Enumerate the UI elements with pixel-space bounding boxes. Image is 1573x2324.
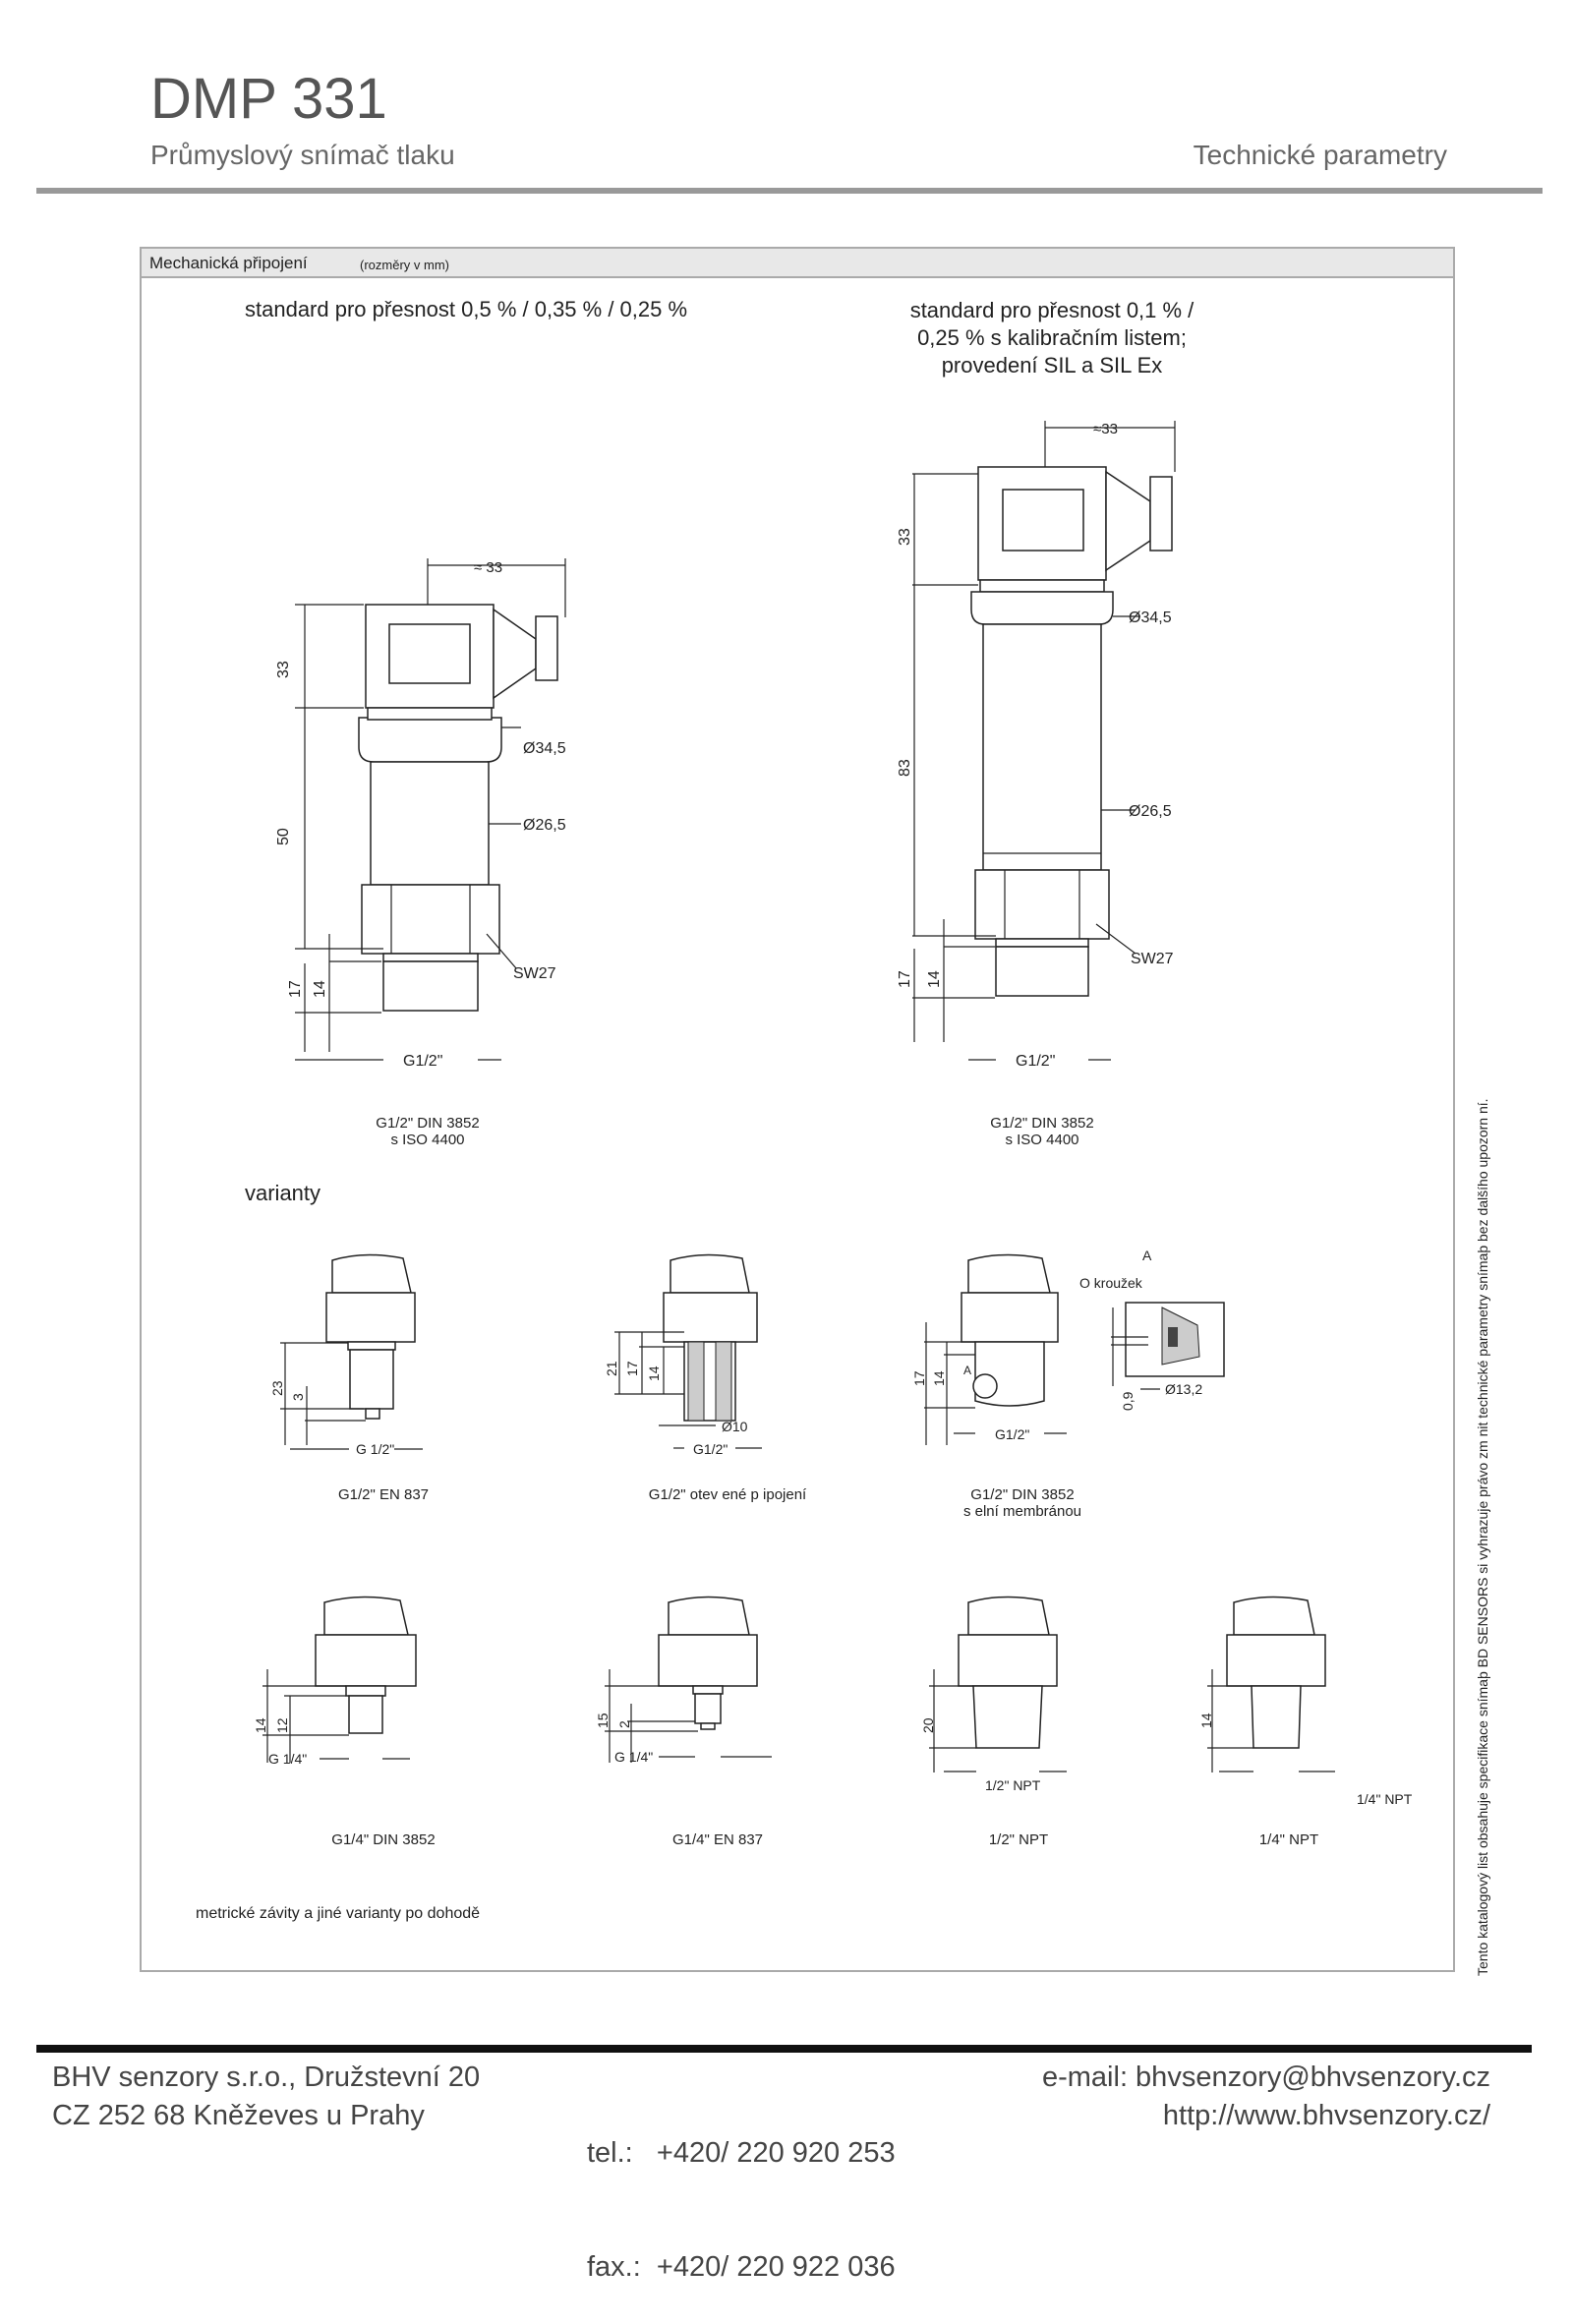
dim-label: Ø13,2 <box>1165 1381 1203 1397</box>
hex-nut <box>362 885 499 954</box>
dim-label: 33 <box>897 528 913 546</box>
dim-label: 3 <box>290 1393 306 1401</box>
cable-gland <box>1106 472 1150 570</box>
thread-shoulder <box>383 954 478 961</box>
page-title: DMP 331 <box>150 67 387 131</box>
collar <box>359 718 501 762</box>
dim-label: ≈ 33 <box>474 559 503 576</box>
left-drawing-caption <box>349 1115 506 1148</box>
variant-g14-en837 <box>595 1591 806 1817</box>
caption-line: s ISO 4400 <box>1005 1132 1079 1148</box>
body-tube <box>983 624 1101 870</box>
detail-oring-label: O kroužek <box>1079 1275 1142 1291</box>
box-heading-title: Mechanická připojení <box>149 254 308 272</box>
drawing-standard-right <box>885 413 1219 1081</box>
variant-caption: G1/4" EN 837 <box>671 1831 764 1848</box>
dim-label: 1/4" NPT <box>1357 1791 1413 1807</box>
variant-caption: G1/4" DIN 3852 <box>331 1831 436 1848</box>
cable-gland <box>494 610 536 698</box>
footer-fax: fax.: +420/ 220 922 036 <box>587 2250 896 2283</box>
header-rule <box>36 188 1543 194</box>
dim-label: 14 <box>253 1717 268 1733</box>
footer-contact <box>1042 2059 1490 2134</box>
product-subtitle: Průmyslový snímač tlaku <box>150 140 455 170</box>
thread <box>383 961 478 1011</box>
footer-phones <box>587 2059 896 2324</box>
dim-label: 1/2" NPT <box>985 1777 1041 1793</box>
right-column-caption <box>865 297 1239 379</box>
dim-label: 50 <box>275 828 292 845</box>
dim-label: G 1/4" <box>614 1749 654 1765</box>
dim-label: G 1/2" <box>356 1441 395 1457</box>
caption-line: G1/2" DIN 3852 <box>990 1115 1094 1132</box>
box-footer-note: metrické závity a jiné varianty po dohodě <box>196 1905 481 1922</box>
dim-label: 17 <box>897 970 913 988</box>
body-tube <box>371 762 489 885</box>
dim-label: Ø26,5 <box>1129 803 1172 820</box>
variant-caption: G1/2" EN 837 <box>337 1486 430 1503</box>
dim-label: 2 <box>616 1720 632 1728</box>
right-drawing-caption <box>963 1115 1121 1148</box>
variant-caption: 1/2" NPT <box>988 1831 1049 1848</box>
collar-top <box>980 580 1104 592</box>
dim-label: 17 <box>911 1370 927 1386</box>
variant-g12-open <box>600 1249 826 1460</box>
detail-label: A <box>1142 1248 1152 1263</box>
dim-label: 14 <box>931 1370 947 1386</box>
vertical-disclaimer: Tento katalogový list obsahuje specifikace snímaþ BD SENSORS si vyhrazuje právo zm nit technické parametry snímaþ bez dalšího upozorn ní. <box>1475 1098 1490 1976</box>
left-column-caption: standard pro přesnost 0,5 % / 0,35 % / 0,25 % <box>245 297 688 321</box>
hex-nut <box>975 870 1109 939</box>
dim-label: 12 <box>274 1717 290 1733</box>
dim-label: 33 <box>275 661 292 678</box>
right-caption-line: 0,25 % s kalibračním listem; <box>917 325 1187 351</box>
caption-line: s ISO 4400 <box>390 1132 465 1148</box>
dim-label: 14 <box>312 980 328 998</box>
dim-label: 17 <box>624 1361 640 1376</box>
dim-label: G1/2" <box>995 1426 1030 1442</box>
caption-line: G1/2" DIN 3852 <box>376 1115 480 1132</box>
footer-city: CZ 252 68 Kněževes u Prahy <box>52 2099 425 2131</box>
footer-website[interactable]: http://www.bhvsenzory.cz/ <box>1162 2099 1490 2131</box>
dim-label: A <box>963 1364 972 1377</box>
variants-title: varianty <box>245 1181 321 1205</box>
dim-label: SW27 <box>513 965 556 982</box>
dim-label: 14 <box>1198 1713 1214 1728</box>
variant-14npt <box>1190 1591 1435 1817</box>
dim-label: Ø10 <box>722 1419 748 1434</box>
thread <box>996 947 1088 996</box>
dim-label: 20 <box>920 1717 936 1733</box>
dim-label: 14 <box>926 970 943 988</box>
dim-label: SW27 <box>1131 951 1174 967</box>
dim-label: 0,9 <box>1120 1391 1136 1411</box>
variant-12npt <box>919 1591 1126 1817</box>
dim-label: G1/2" <box>403 1053 443 1070</box>
dim-label: Ø26,5 <box>523 817 566 834</box>
drawing-standard-left <box>265 551 590 1081</box>
collar-top <box>368 708 492 720</box>
dim-label: 15 <box>595 1713 611 1728</box>
box-heading-note: (rozměry v mm) <box>360 258 449 272</box>
box-heading <box>142 249 1453 278</box>
gland-nut <box>536 616 557 680</box>
right-caption-line: standard pro přesnost 0,1 % / <box>909 298 1194 322</box>
variant-g12-en837 <box>256 1249 462 1460</box>
dim-label: G1/2" <box>1016 1053 1056 1070</box>
footer-address <box>52 2059 480 2134</box>
connector-window <box>1003 490 1083 551</box>
dim-label: 14 <box>646 1365 662 1381</box>
dim-label: Ø34,5 <box>1129 610 1172 626</box>
thread-shoulder <box>996 939 1088 947</box>
footer-email[interactable]: e-mail: bhvsenzory@bhvsenzory.cz <box>1041 2062 1490 2093</box>
variant-caption: 1/4" NPT <box>1258 1831 1319 1848</box>
right-caption-line: provedení SIL a SIL Ex <box>941 353 1163 378</box>
variant-caption: G1/2" DIN 3852 s elní membránou <box>962 1486 1082 1520</box>
dim-label: 21 <box>604 1361 619 1376</box>
collar <box>971 592 1113 624</box>
footer-rule <box>36 2045 1532 2053</box>
dim-label: 23 <box>269 1380 285 1396</box>
dim-label: 83 <box>897 759 913 777</box>
variant-g14-din3852 <box>251 1591 457 1817</box>
dim-label: G 1/4" <box>268 1751 308 1767</box>
dim-label: ≈33 <box>1093 421 1118 437</box>
variant-g12-flush <box>904 1249 1258 1460</box>
variant-caption: G1/2" otev ené p ipojení <box>648 1486 807 1503</box>
connector-window <box>389 624 470 683</box>
gland-nut <box>1150 477 1172 551</box>
dim-label: G1/2" <box>693 1441 728 1457</box>
dim-label: 17 <box>287 980 304 998</box>
section-label: Technické parametry <box>1193 140 1447 170</box>
footer-company: BHV senzory s.r.o., Družstevní 20 <box>52 2062 481 2093</box>
dim-label: Ø34,5 <box>523 740 566 757</box>
footer-tel: tel.: +420/ 220 920 253 <box>587 2137 896 2170</box>
